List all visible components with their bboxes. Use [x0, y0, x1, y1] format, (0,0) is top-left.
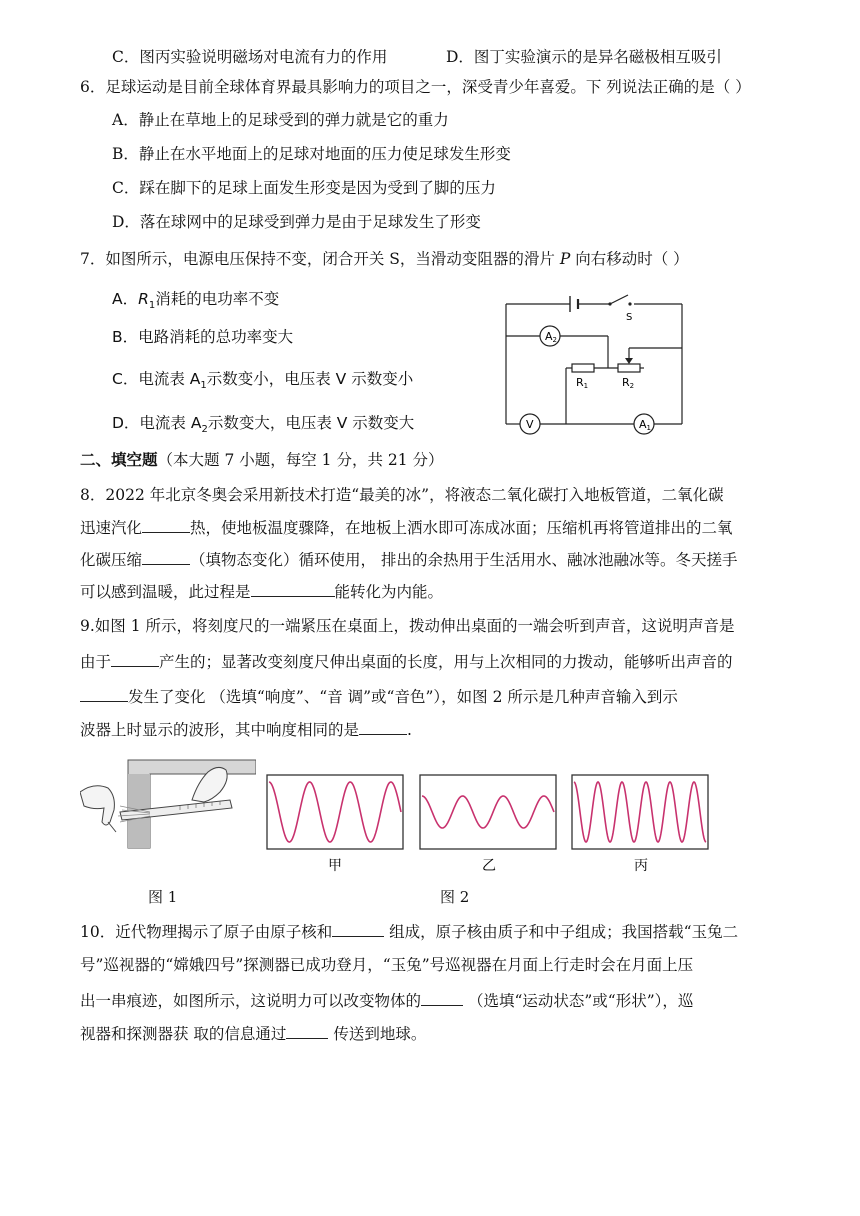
ammeter-a2-label: A2 [545, 330, 557, 344]
q8-line-3: 化碳压缩 （填物态变化）循环使用， 排出的余热用于生活用水、融冰池融冰等。冬天搓手 [80, 548, 737, 571]
q9-blank-1[interactable] [111, 650, 159, 667]
switch-label: S [626, 312, 633, 323]
q5-option-c: C．图丙实验说明磁场对电流有力的作用 [112, 48, 388, 66]
q10-line-3: 出一串痕迹，如图所示，这说明力可以改变物体的 （选填“运动状态”或“形状”），巡 [80, 989, 693, 1012]
circuit-diagram [500, 286, 690, 438]
figure-1-caption: 图 1 [148, 888, 178, 906]
q6-option-a: A．静止在草地上的足球受到的弹力就是它的重力 [112, 111, 449, 129]
q8-blank-1[interactable] [142, 516, 190, 533]
q6-option-d: D．落在球网中的足球受到弹力是由于足球发生了形变 [112, 213, 481, 231]
q7-stem: 7．如图所示，电源电压保持不变，闭合开关 S，当滑动变阻器的滑片 P 向右移动时（ ） [80, 250, 689, 268]
q10-blank-1[interactable] [332, 920, 384, 937]
q10-blank-2[interactable] [421, 989, 463, 1006]
q7-option-c: C．电流表 $A_1$示数变小，电压表 V 示数变小 [112, 370, 414, 392]
slider-arrow-icon [625, 358, 633, 364]
q8-blank-2[interactable] [142, 548, 190, 565]
r1-label: R1 [576, 376, 589, 390]
waveform-bing [574, 782, 706, 842]
section-title: 二、填空题（本大题 7 小题，每空 1 分，共 21 分） [80, 450, 444, 469]
q10-line-2: 号”巡视器的“嫦娥四号”探测器已成功登月，“玉兔”号巡视器在月面上行走时会在月面上压 [80, 956, 694, 974]
q10-line-1: 10．近代物理揭示了原子由原子核和 组成，原子核由质子和中子组成；我国搭载“玉兔二 [80, 920, 738, 943]
q8-line-4: 可以感到温暖，此过程是 能转化为内能。 [80, 580, 443, 603]
q8-blank-3[interactable] [251, 580, 335, 597]
figure-2-waveforms [262, 770, 712, 875]
figure-1-ruler-illustration [80, 752, 256, 852]
q8-line-2: 迅速汽化 热，使地板温度骤降，在地板上洒水即可冻成冰面；压缩机再将管道排出的二氧 [80, 516, 733, 539]
q9-line-3: 发生了变化 （选填“响度”、“音 调”或“音色”），如图 2 所示是几种声音输入到示 [80, 685, 678, 708]
q7-option-a: A．$R_1$消耗的电功率不变 [112, 290, 280, 312]
ammeter-a1-label: A1 [639, 418, 651, 432]
q9-blank-2[interactable] [80, 685, 128, 702]
wave-label-jia: 甲 [328, 858, 342, 874]
voltmeter-label: V [526, 418, 534, 431]
q8-line-1: 8．2022 年北京冬奥会采用新技术打造“最美的冰”，将液态二氧化碳打入地板管道，二氧化碳 [80, 486, 724, 504]
q7-option-b: B．电路消耗的总功率变大 [112, 328, 294, 346]
q6-option-c: C．踩在脚下的足球上面发生形变是因为受到了脚的压力 [112, 179, 496, 197]
wave-label-bing: 丙 [634, 858, 648, 874]
waveform-jia [269, 782, 401, 842]
waveform-yi [422, 796, 554, 828]
q7-option-d: D．电流表 $A_2$示数变大，电压表 V 示数变大 [112, 414, 415, 436]
q6-option-b: B．静止在水平地面上的足球对地面的压力使足球发生形变 [112, 145, 511, 163]
q9-line-1: 9.如图 1 所示，将刻度尺的一端紧压在桌面上，拨动伸出桌面的一端会听到声音，这说明声音是 [80, 617, 735, 635]
q5-option-d: D．图丁实验演示的是异名磁极相互吸引 [446, 48, 722, 66]
wave-label-yi: 乙 [482, 858, 496, 874]
q9-line-4: 波器上时显示的波形，其中响度相同的是 . [80, 718, 412, 741]
figure-2-caption: 图 2 [440, 888, 470, 906]
q6-stem: 6．足球运动是目前全球体育界最具影响力的项目之一，深受青少年喜爱。下 列说法正确的是（ ） [80, 78, 751, 96]
oscilloscope-frame-yi [420, 775, 556, 849]
r2-label: R2 [622, 376, 635, 390]
q10-blank-3[interactable] [286, 1022, 328, 1039]
q9-blank-3[interactable] [359, 718, 407, 735]
q10-line-4: 视器和探测器获 取的信息通过 传送到地球。 [80, 1022, 426, 1045]
q9-line-2: 由于 产生的；显著改变刻度尺伸出桌面的长度，用与上次相同的力拨动，能够听出声音的 [80, 650, 733, 673]
oscilloscope-frame-jia [267, 775, 403, 849]
